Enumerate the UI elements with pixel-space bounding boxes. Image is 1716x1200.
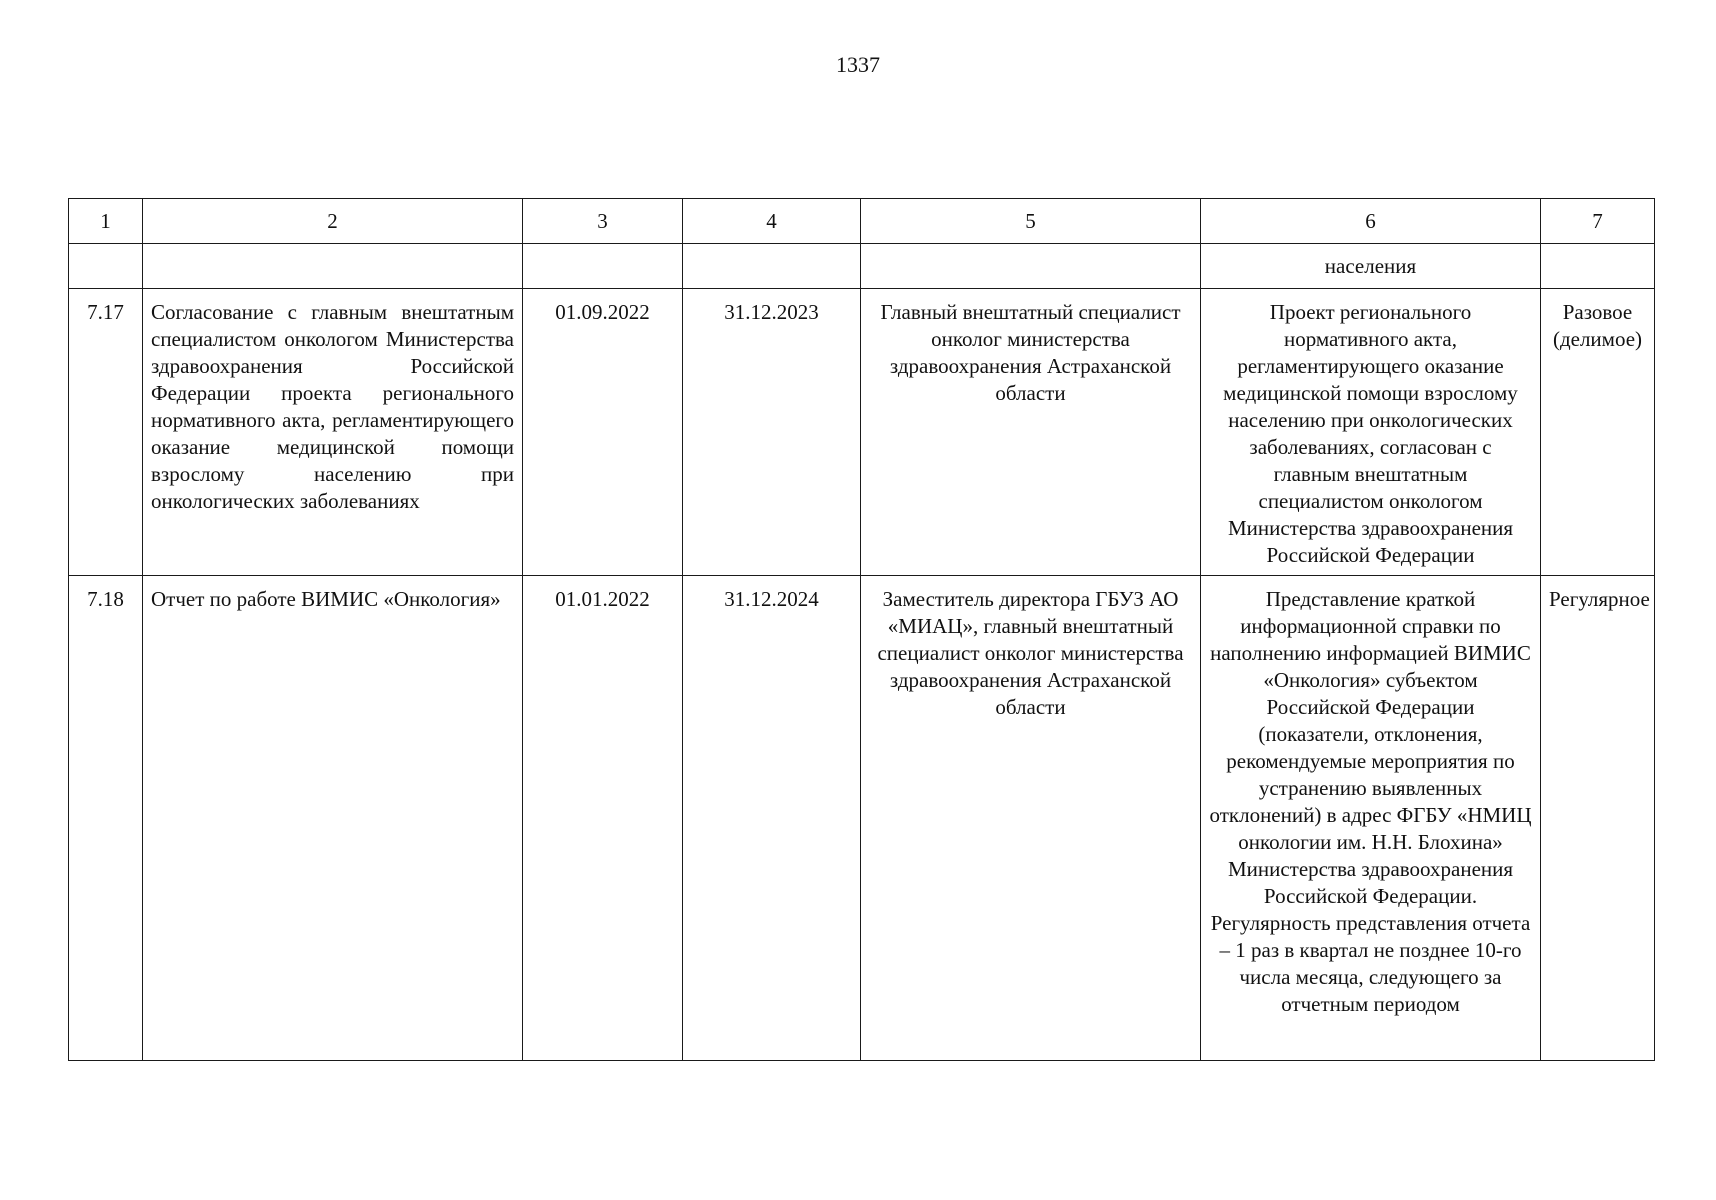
activity-type: Разовое (делимое) bbox=[1541, 289, 1655, 576]
continuation-row bbox=[69, 244, 1655, 289]
table-row bbox=[69, 289, 1655, 576]
responsible-person: Заместитель директора ГБУЗ АО «МИАЦ», главный внештатный специалист онколог министерства здравоохранения Астраханской области bbox=[861, 576, 1201, 1061]
plan-table bbox=[68, 198, 1655, 1061]
continuation-cell-4 bbox=[683, 244, 861, 289]
page-number: 1337 bbox=[836, 52, 880, 77]
responsible-person: Главный внештатный специалист онколог министерства здравоохранения Астраханской области bbox=[861, 289, 1201, 576]
column-number-row bbox=[69, 199, 1655, 244]
expected-result: Представление краткой информационной справки по наполнению информацией ВИМИС «Онкология» субъектом Российской Федерации (показатели, отклонения, рекомендуемые мероприятия по устранению выявленных отклонений) в адрес ФГБУ «НМИЦ онкологии им. Н.Н. Блохина» Министерства здравоохранения Российской Федерации. Регулярность представления отчета – 1 раз в квартал не позднее 10-го числа месяца, следующего за отчетным периодом bbox=[1201, 576, 1541, 1061]
continuation-cell-6: населения bbox=[1201, 244, 1541, 289]
end-date: 31.12.2024 bbox=[683, 576, 861, 1061]
row-number: 7.18 bbox=[69, 576, 143, 1061]
activity-name: Отчет по работе ВИМИС «Онкология» bbox=[143, 576, 523, 1061]
column-number-1: 1 bbox=[69, 199, 143, 244]
column-number-4: 4 bbox=[683, 199, 861, 244]
continuation-cell-3 bbox=[523, 244, 683, 289]
start-date: 01.09.2022 bbox=[523, 289, 683, 576]
continuation-cell-2 bbox=[143, 244, 523, 289]
table-row bbox=[69, 576, 1655, 1061]
column-number-5: 5 bbox=[861, 199, 1201, 244]
expected-result: Проект регионального нормативного акта, регламентирующего оказание медицинской помощи взрослому населению при онкологических заболеваниях, согласован с главным внештатным специалистом онкологом Министерства здравоохранения Российской Федерации bbox=[1201, 289, 1541, 576]
continuation-cell-7 bbox=[1541, 244, 1655, 289]
row-number: 7.17 bbox=[69, 289, 143, 576]
activity-name: Согласование с главным внештатным специалистом онкологом Министерства здравоохранения Российской Федерации проекта регионального нормативного акта, регламентирующего оказание медицинской помощи взрослому населению при онкологических заболеваниях bbox=[143, 289, 523, 576]
activity-type: Регулярное bbox=[1541, 576, 1655, 1061]
column-number-2: 2 bbox=[143, 199, 523, 244]
end-date: 31.12.2023 bbox=[683, 289, 861, 576]
continuation-cell-1 bbox=[69, 244, 143, 289]
continuation-cell-5 bbox=[861, 244, 1201, 289]
column-number-7: 7 bbox=[1541, 199, 1655, 244]
column-number-3: 3 bbox=[523, 199, 683, 244]
column-number-6: 6 bbox=[1201, 199, 1541, 244]
start-date: 01.01.2022 bbox=[523, 576, 683, 1061]
